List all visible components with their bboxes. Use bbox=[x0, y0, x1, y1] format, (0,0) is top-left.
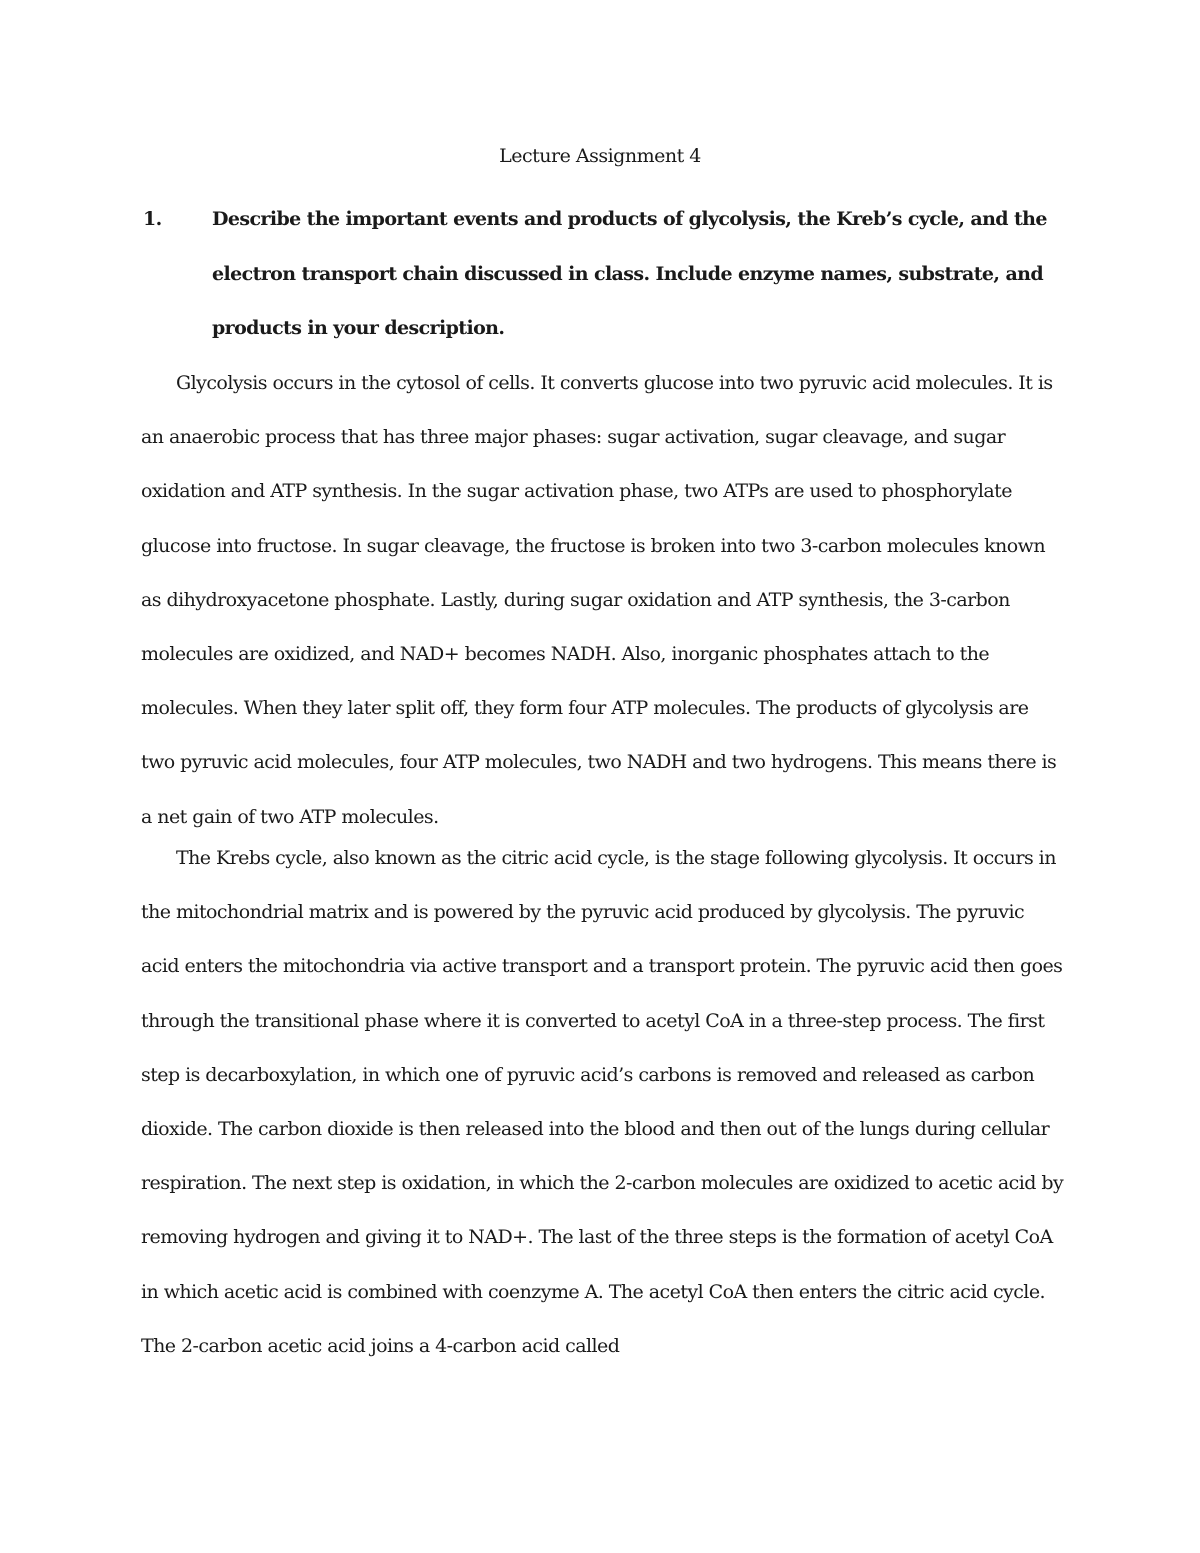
paragraph-krebs-cycle: The Krebs cycle, also known as the citric acid cycle, is the stage following glycolysis. It occurs in the mitochondrial matrix and is powered by the pyruvic acid produced by glycolysis. The pyruvic acid enters the mitochondria via active transport and a transport protein. The pyruvic acid then goes through the transitional phase where it is converted to acetyl CoA in a three-step process. The first step is decarboxylation, in which one of pyruvic acid’s carbons is removed and released as carbon dioxide. The carbon dioxide is then released into the blood and then out of the lungs during cellular respiration. The next step is oxidation, in which the 2-carbon molecules are oxidized to acetic acid by removing hydrogen and giving it to NAD+. The last of the three steps is the formation of acetyl CoA in which acetic acid is combined with coenzyme A. The acetyl CoA then enters the citric acid cycle. The 2-carbon acetic acid joins a 4-carbon acid called bbox=[141, 847, 1064, 1357]
question-1 bbox=[143, 192, 1068, 356]
paragraph-glycolysis: Glycolysis occurs in the cytosol of cells. It converts glucose into two pyruvic acid molecules. It is an anaerobic process that has three major phases: sugar activation, sugar cleavage, and sugar oxidation and ATP synthesis. In the sugar activation phase, two ATPs are used to phosphorylate glucose into fructose. In sugar cleavage, the fructose is broken into two 3-carbon molecules known as dihydroxyacetone phosphate. Lastly, during sugar oxidation and ATP synthesis, the 3-carbon molecules are oxidized, and NAD+ becomes NADH. Also, inorganic phosphates attach to the molecules. When they later split off, they form four ATP molecules. The products of glycolysis are two pyruvic acid molecules, four ATP molecules, two NADH and two hydrogens. This means there is a net gain of two ATP molecules. bbox=[141, 372, 1057, 828]
document-title: Lecture Assignment 4 bbox=[499, 145, 701, 167]
question-number: 1. bbox=[143, 208, 162, 230]
question-text: Describe the important events and products of glycolysis, the Kreb’s cycle, and the electron transport chain discussed in class. Include enzyme names, substrate, and products in your description. bbox=[212, 208, 1047, 339]
